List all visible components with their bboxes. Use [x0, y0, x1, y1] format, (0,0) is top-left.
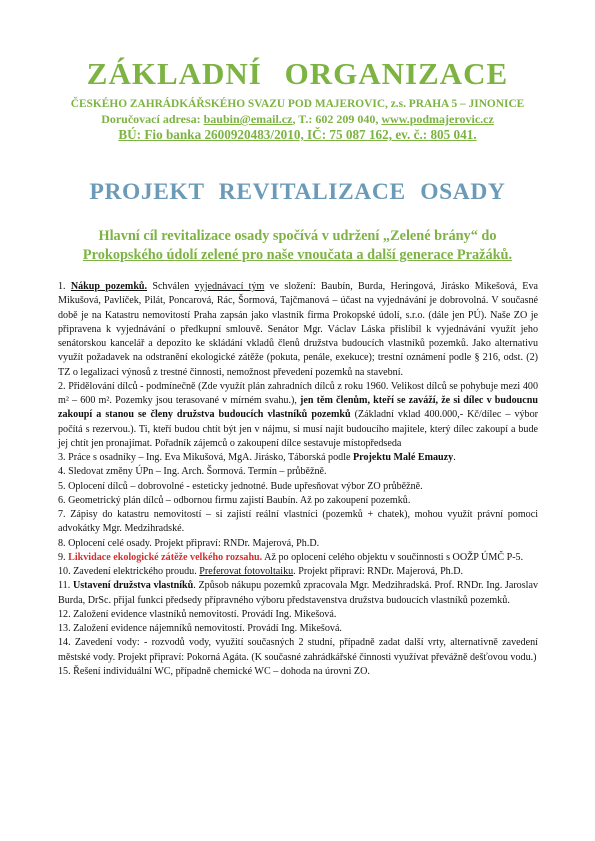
item-text: Schválen — [147, 281, 195, 292]
list-item: 7. Zápisy do katastru nemovitostí – si zajistí reální vlastníci (pozemků + chatek), mohou využít právní pomoci advokátky Mgr. Medzihradské. — [58, 509, 538, 535]
list-item: 15. Řešení individuální WC, případně chemické WC – dohoda na úrovni ZO. — [58, 665, 370, 677]
item-bold: jen těm členům, kteří se zaváží, že si dílec v budoucnu zakoupí a stanou se členy družstva budoucích vlastníků pozemků — [58, 395, 538, 421]
list-item — [58, 280, 538, 380]
list-item — [58, 380, 538, 451]
project-title: PROJEKT REVITALIZACE OSADY — [89, 179, 506, 205]
bank-line: BÚ: Fio banka 2600920483/2010, IČ: 75 087 162, ev. č.: 805 041. — [118, 127, 477, 142]
item-text: Až po oplocení celého objektu v součinnosti s OOŽP ÚMČ P-5. — [262, 551, 524, 563]
item-highlight: Likvidace ekologické zátěže velkého rozsahu. — [68, 551, 263, 563]
item-bold: Ustavení družstva vlastníků — [72, 580, 194, 592]
contact-line — [0, 112, 595, 127]
web-link[interactable]: www.podmajerovic.cz — [381, 112, 494, 126]
item-underlined: Preferovat fotovoltaiku — [199, 566, 294, 577]
email-link[interactable]: baubin@email.cz — [203, 112, 293, 126]
project-goal — [40, 227, 555, 265]
list-item: 8. Oplocení celé osady. Projekt připraví: RNDr. Majerová, Ph.D. — [58, 537, 320, 549]
list-item: 12. Založení evidence vlastníků nemovitostí. Provádí Ing. Mikešová. — [58, 608, 337, 620]
item-text: . Způsob nákupu pozemků zpracovala Mgr. Medzihradská. Prof. RNDr. Ing. Jaroslav Burda, DrSc. přijal funkci předsedy přípravného výboru představenstva družstva budoucích vlastníků pozemků. — [58, 580, 538, 606]
item-underlined: vyjednávací tým — [194, 281, 265, 292]
item-text: . Projekt připraví: RNDr. Majerová, Ph.D. — [293, 566, 464, 577]
item-text: (Základní vklad 400.000,- Kč/dílec – výbor počítá s rezervou.). Ti, kteří budou chtít být jen v nájmu, si musí najít budoucího majitele, který dílec zakoupí a bude jej chtít jen pronajímat. Pořadník zájemců o zakoupení dílce sestavuje místopředseda — [58, 409, 539, 449]
list-item — [58, 451, 538, 465]
list-item — [58, 565, 538, 579]
item-text: 10. Zavedení elektrického proudu. — [58, 566, 200, 577]
organization-title: ZÁKLADNÍ ORGANIZACE — [86, 56, 509, 91]
list-item: 5. Oplocení dílců – dobrovolné - esteticky jednotné. Bude upřesňovat výbor ZO průběžně. — [58, 480, 423, 492]
list-item — [58, 551, 538, 565]
goal-line-1: Hlavní cíl revitalizace osady spočívá v udržení „Zelené brány“ do — [98, 228, 497, 244]
item-text: 2. Přidělování dílců - podmínečně (Zde využít plán zahradních dílců z roku 1960. Velikost dílců se pohybuje mezi 400 m² – 600 m². Pozemky jsou terasované v mírném svahu.), — [58, 380, 538, 406]
list-item: 14. Zavedení vody: - rozvodů vody, využití současných 2 studní, případně zadat další vrty, alternativně zavedení městské vody. Projekt připraví: Pokorná Agáta. (K současné zahrádkářské činnosti využívat převážně dešťovou vodu.) — [58, 637, 538, 663]
item-text: ve složení: Baubín, Burda, Heringová, Jirásko Mikešová, Eva Mikušová, Pavlíček, Pilát, Poncarová, Rác, Šormová, Tajčmanová – účast na vyjednávání je dobrovolná. V současné době je na Katastru nemovitostí Praha zapsán jako vlastník firma Prokopské údolí, s.r.o. (dále jen PÚ). Naše ZO je připravena k vyjednávání o předkupní smlouvě. Senátor Mgr. Václav Láska přislíbil k vyjednávání využít jeho senátorskou kancelář a depozito ke skládání vkladů členů družstva budoucích vlastníků pozemků. Jako alternativu využít požadavek na odstranění ekologické zátěže (pokuta, penále, exekuce); trestní oznámení podle § 216, odst. (2) TZ o legalizaci výnosů z trestné činnosti, nemožnost převedení pozemků na stavební. — [58, 281, 539, 378]
item-number: 1. — [58, 281, 71, 292]
item-text: 3. Práce s osadníky – Ing. Eva Mikušová, MgA. Jirásko, Táborská podle — [58, 452, 354, 463]
item-text: . — [453, 452, 456, 463]
organization-subtitle: ČESKÉHO ZAHRÁDKÁŘSKÉHO SVAZU POD MAJEROVIC, z.s. PRAHA 5 – JINONICE — [70, 98, 525, 110]
list-item — [58, 579, 538, 608]
list-item: 13. Založení evidence nájemníků nemovitostí. Provádí Ing. Mikešová. — [58, 623, 342, 634]
goal-line-2: Prokopského údolí zelené pro naše vnoučata a další generace Pražáků. — [82, 247, 513, 263]
list-item: 4. Sledovat změny ÚPn – Ing. Arch. Šormová. Termín – průběžně. — [58, 466, 327, 478]
item-number: 9. — [58, 551, 69, 563]
address-prefix: Doručovací adresa: — [101, 112, 204, 126]
item-number: 11. — [58, 580, 73, 592]
project-items — [58, 280, 538, 679]
item-bold: Projektu Malé Emauzy — [353, 452, 454, 463]
phone-text: , T.: 602 209 040, — [292, 112, 382, 126]
list-item: 6. Geometrický plán dílců – odbornou firmu zajistí Baubín. Až po zakoupení pozemků. — [58, 494, 411, 506]
item-lead: Nákup pozemků. — [70, 281, 148, 292]
